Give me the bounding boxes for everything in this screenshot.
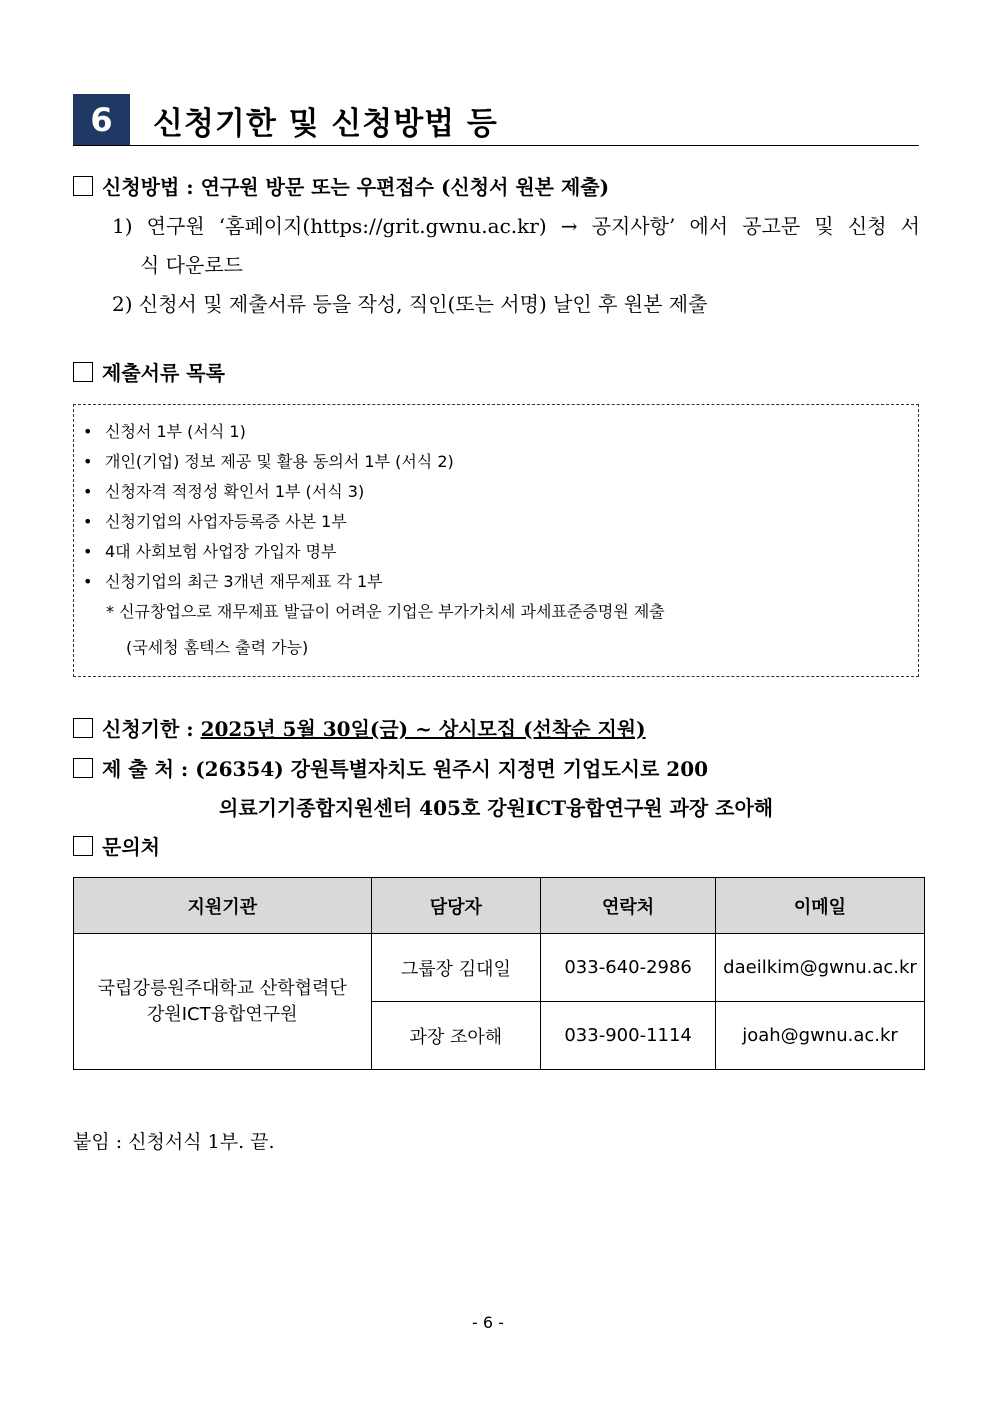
checkbox-square-icon xyxy=(73,362,93,382)
section-divider xyxy=(73,145,919,146)
column-header: 지원기관 xyxy=(74,878,372,934)
checkbox-square-icon xyxy=(73,176,93,196)
list-item: • 4대 사회보험 사업장 가입자 명부 xyxy=(83,542,337,561)
deadline-heading xyxy=(73,716,646,742)
documents-heading xyxy=(73,360,225,386)
list-item: • 신청기업의 최근 3개년 재무제표 각 1부 xyxy=(83,572,383,591)
column-header: 이메일 xyxy=(716,878,925,934)
method-label: 신청방법 : 연구원 방문 또는 우편접수 (신청서 원본 제출) xyxy=(102,175,610,199)
table-row xyxy=(74,934,925,1002)
person-cell: 과장 조아해 xyxy=(371,1002,541,1070)
checkbox-square-icon xyxy=(73,758,93,778)
list-item: • 신청기업의 사업자등록증 사본 1부 xyxy=(83,512,347,531)
submit-address-line2: 의료기기종합지원센터 405호 강원ICT융합연구원 과장 조아해 xyxy=(219,796,774,820)
email-cell[interactable]: joah@gwnu.ac.kr xyxy=(716,1002,925,1070)
documents-note: * 신규창업으로 재무제표 발급이 어려운 기업은 부가가치세 과세표준증명원 제출 xyxy=(106,602,665,621)
submit-heading xyxy=(73,756,708,782)
list-item: • 신청서 1부 (서식 1) xyxy=(83,422,246,441)
deadline-value: 2025년 5월 30일(금) ~ 상시모집 (선착순 지원) xyxy=(200,717,646,741)
page-number: - 6 - xyxy=(472,1313,504,1332)
phone-cell: 033-640-2986 xyxy=(541,934,716,1002)
method-step-1: 1) 연구원 ‘홈페이지(https://grit.gwnu.ac.kr) → 공지사항’ 에서 공고문 및 신청 서 xyxy=(112,214,920,238)
section-title: 신청기한 및 신청방법 등 xyxy=(153,106,498,142)
section-number: 6 xyxy=(73,94,130,146)
checkbox-square-icon xyxy=(73,836,93,856)
inquiry-heading xyxy=(73,834,160,860)
attachment-note: 붙임 : 신청서식 1부. 끝. xyxy=(73,1131,275,1153)
list-item: • 신청자격 적정성 확인서 1부 (서식 3) xyxy=(83,482,365,501)
person-cell: 그룹장 김대일 xyxy=(371,934,541,1002)
org-institute: 강원ICT융합연구원 xyxy=(146,1003,298,1025)
contact-table xyxy=(73,877,925,1070)
email-cell[interactable]: daeilkim@gwnu.ac.kr xyxy=(716,934,925,1002)
org-name: 국립강릉원주대학교 산학협력단 xyxy=(97,977,347,999)
inquiry-label: 문의처 xyxy=(102,835,160,859)
method-step-2: 2) 신청서 및 제출서류 등을 작성, 직인(또는 서명) 날인 후 원본 제출 xyxy=(112,292,708,316)
list-item: • 개인(기업) 정보 제공 및 활용 동의서 1부 (서식 2) xyxy=(83,452,454,471)
deadline-label: 신청기한 : xyxy=(102,717,201,741)
documents-label: 제출서류 목록 xyxy=(102,361,225,385)
org-cell xyxy=(74,934,372,1070)
submit-label: 제 출 처 : (26354) 강원특별자치도 원주시 지정면 기업도시로 200 xyxy=(102,757,709,781)
table-header-row xyxy=(74,878,925,934)
checkbox-square-icon xyxy=(73,718,93,738)
method-step-1-cont: 식 다운로드 xyxy=(140,253,243,277)
documents-note-cont: (국세청 홈텍스 출력 가능) xyxy=(126,638,309,657)
phone-cell: 033-900-1114 xyxy=(541,1002,716,1070)
column-header: 담당자 xyxy=(371,878,541,934)
method-heading xyxy=(73,174,609,200)
column-header: 연락처 xyxy=(541,878,716,934)
